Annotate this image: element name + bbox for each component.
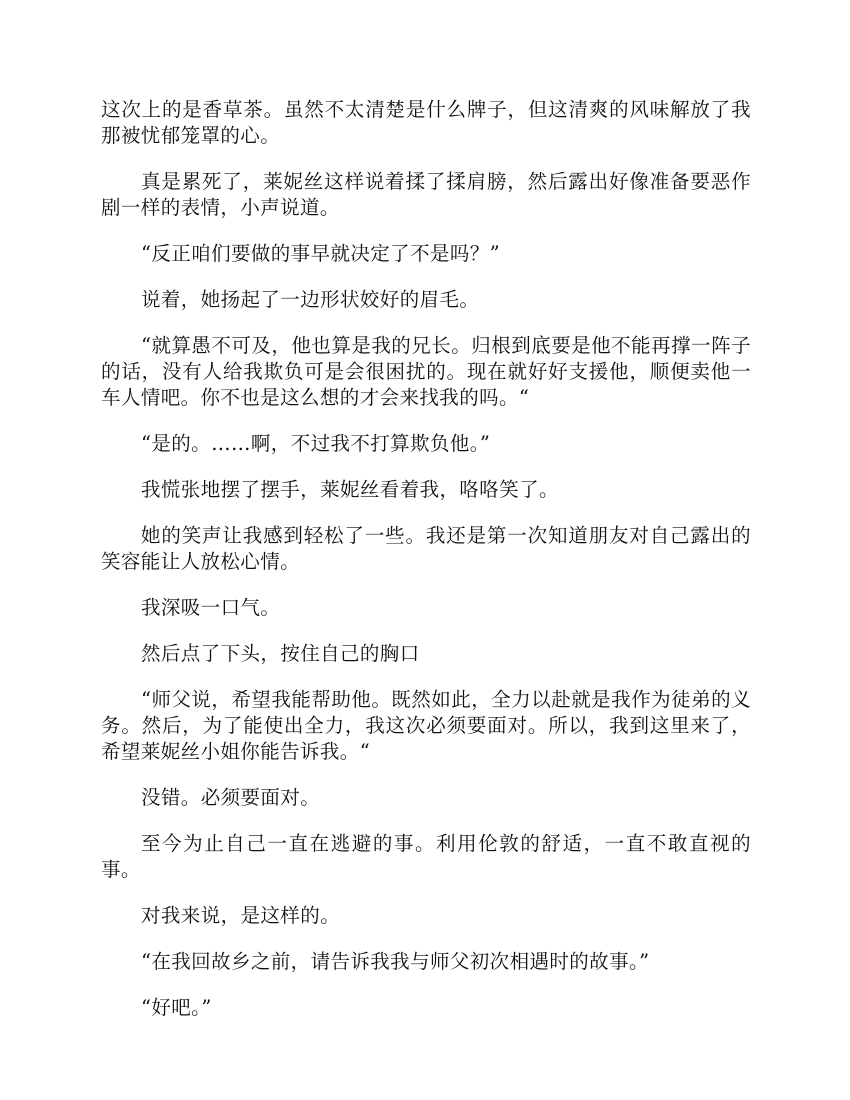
paragraph-5: “就算愚不可及，他也算是我的兄长。归根到底要是他不能再撑一阵子的话，没有人给我欺负可是会很困扰的。现在就好好支援他，顺便卖他一车人情吧。你不也是这么想的才会来找我的吗。“ [101,334,751,409]
document-page [101,97,751,1041]
paragraph-4: 说着，她扬起了一边形状姣好的眉毛。 [141,288,480,311]
paragraph-1: 这次上的是香草茶。虽然不太清楚是什么牌子，但这清爽的风味解放了我那被忧郁笼罩的心。 [101,98,751,147]
paragraph-15: “在我回故乡之前，请告诉我我与师父初次相遇时的故事。” [141,950,650,973]
paragraph-11: “师父说，希望我能帮助他。既然如此，全力以赴就是我作为徒弟的义务。然后，为了能使出全力，我这次必须要面对。所以，我到这里来了，希望莱妮丝小姐你能告诉我。“ [101,688,751,763]
paragraph-8: 她的笑声让我感到轻松了一些。我还是第一次知道朋友对自己露出的笑容能让人放松心情。 [101,524,751,573]
paragraph-9: 我深吸一口气。 [141,596,281,619]
paragraph-6: “是的。……啊，不过我不打算欺负他。” [141,432,491,455]
paragraph-12: 没错。必须要面对。 [141,786,321,809]
paragraph-7: 我慌张地摆了摆手，莱妮丝看着我，咯咯笑了。 [141,478,559,501]
paragraph-2: 真是累死了，莱妮丝这样说着揉了揉肩膀，然后露出好像准备要恶作剧一样的表情，小声说道。 [101,170,751,219]
paragraph-16: “好吧。” [141,996,212,1019]
paragraph-10: 然后点了下头，按住自己的胸口 [141,642,420,665]
paragraph-3: “反正咱们要做的事早就决定了不是吗？” [141,242,501,265]
paragraph-14: 对我来说，是这样的。 [141,904,341,927]
paragraph-13: 至今为止自己一直在逃避的事。利用伦敦的舒适，一直不敢直视的事。 [101,832,751,881]
